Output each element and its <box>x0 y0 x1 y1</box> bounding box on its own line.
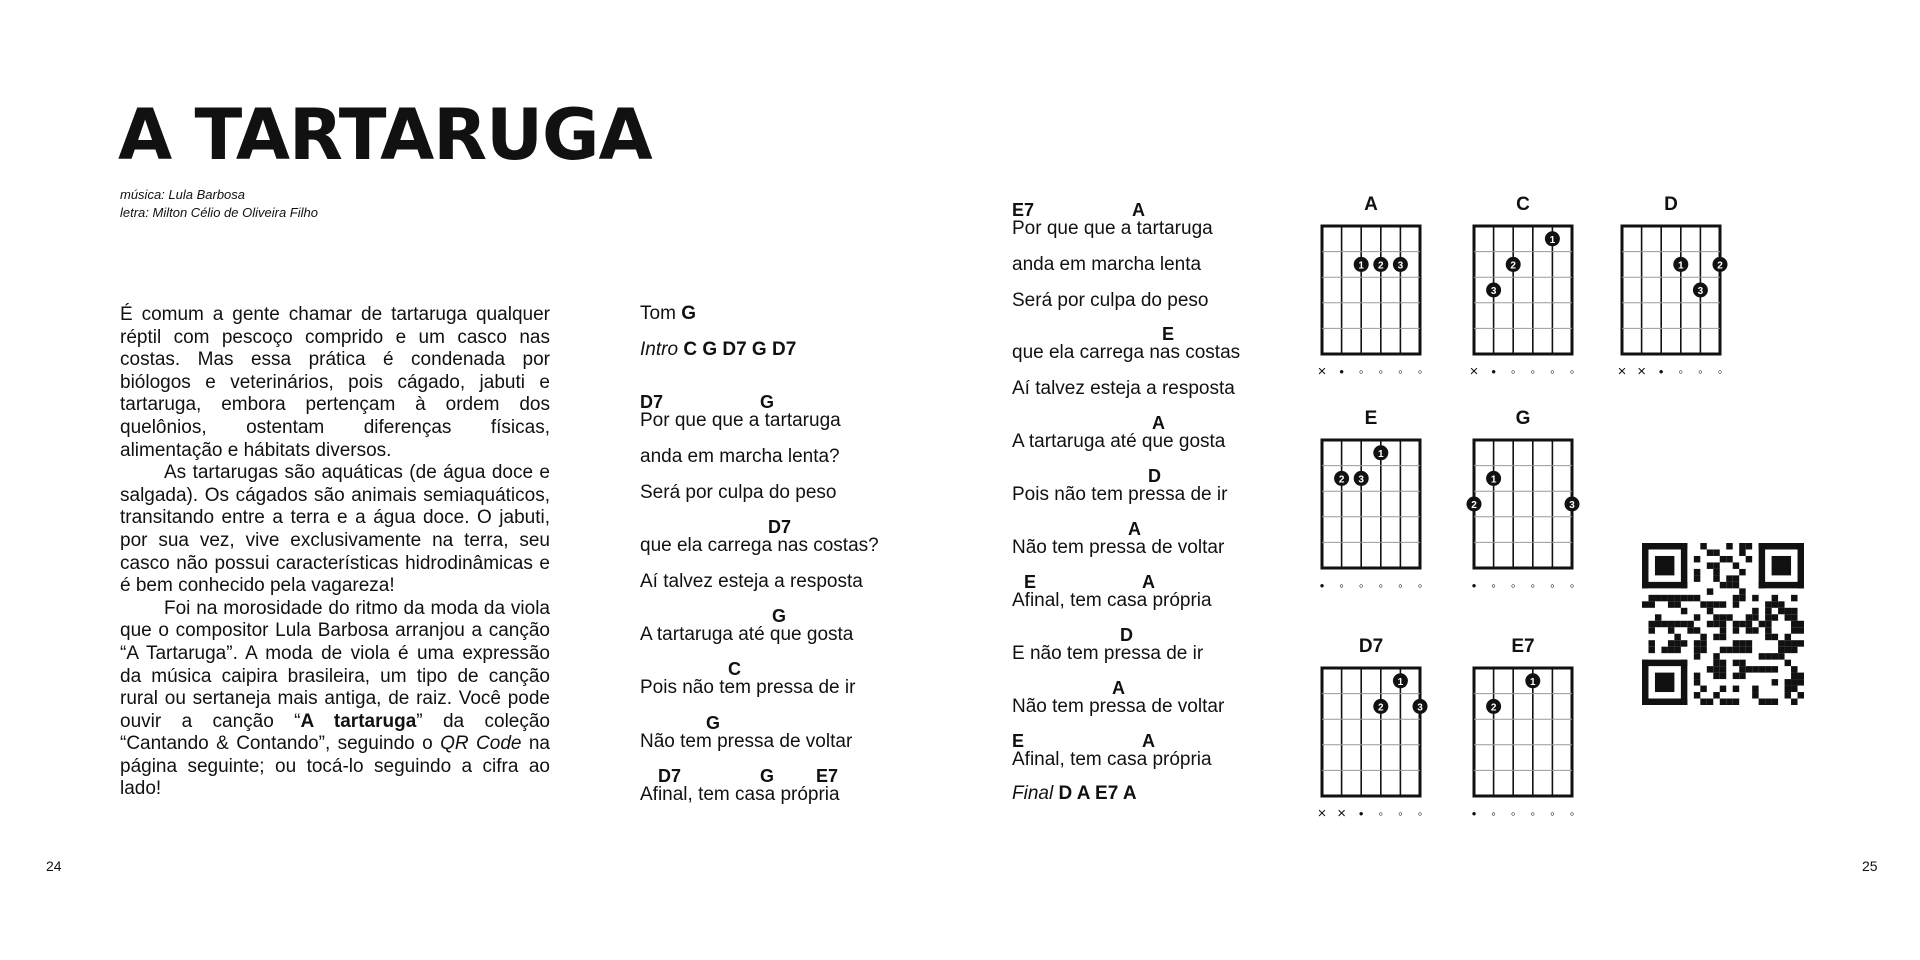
string-marker: ◦ <box>1358 578 1364 593</box>
string-marker: ◦ <box>1530 364 1536 379</box>
chord-label: D7 <box>640 392 664 412</box>
col1-line <box>640 482 836 504</box>
lyric-text: anda em marcha lenta <box>1012 254 1202 275</box>
string-marker: ◦ <box>1417 364 1423 379</box>
chord-label: E7 <box>816 766 839 786</box>
chord-label: D7 <box>658 766 682 786</box>
chord-diagram-d7 <box>1312 664 1430 832</box>
lyric-text: que ela carrega nas costas? <box>640 535 879 556</box>
finger-number: 1 <box>1530 676 1536 688</box>
lyric-text: Aí talvez esteja a resposta <box>640 571 863 592</box>
essay-paragraph-3: Foi na morosidade do ritmo da moda da viola que o compositor Lula Barbosa arranjou a canção “A Tartaruga”. A moda de viola é uma expressão da música caipira brasileira, um tipo de canção rural ou sertaneja mais antiga, de raiz. Você pode ouvir a canção “A tartaruga” da coleção “Cantando & Contando”, seguindo o QR Code na página seguinte; ou tocá-lo seguindo a cifra ao lado! <box>120 597 551 800</box>
finger-number: 3 <box>1397 260 1404 272</box>
string-marker: ◦ <box>1569 578 1575 593</box>
string-marker: ◦ <box>1678 364 1684 379</box>
finger-number: 2 <box>1717 260 1723 272</box>
string-marker: • <box>1471 806 1477 821</box>
col2-line <box>1012 731 1212 771</box>
string-marker: ◦ <box>1717 364 1723 379</box>
string-marker: ◦ <box>1339 578 1344 593</box>
chord-diagram-c <box>1464 222 1582 390</box>
finger-number: 1 <box>1678 260 1684 272</box>
chord-label: A <box>1142 731 1155 751</box>
col1-line <box>640 713 853 753</box>
song-title-reference: A tartaruga <box>300 710 417 732</box>
lyric-text: Não tem pressa de voltar <box>1012 537 1225 558</box>
chord-label: E <box>1162 324 1175 344</box>
col2-line <box>1012 378 1235 400</box>
finger-number: 3 <box>1569 500 1575 511</box>
chord-label: D7 <box>768 517 792 537</box>
col2-line <box>1012 324 1241 364</box>
finger-number: 1 <box>1549 234 1556 246</box>
essay-paragraph-2: As tartarugas são aquáticas (de água doce e salgada). Os cágados são animais semiaquáticos, transitando entre a terra e a água doce. O jabuti, por sua vez, vive exclusivamente na terra, seu casco não possui características hidrodinâmicas e é bem conhecido pela vagareza! <box>120 462 550 597</box>
finger-number: 2 <box>1471 500 1477 511</box>
lyric-text: Será por culpa do peso <box>1012 290 1209 311</box>
col2-line <box>1012 519 1225 559</box>
finger-number: 3 <box>1490 286 1497 297</box>
song-intro: Intro C G D7 G D7 <box>640 339 797 360</box>
music-credit: música: Lula Barbosa <box>120 187 246 202</box>
lyric-text: Por que que a tartaruga <box>640 410 841 431</box>
col1-line <box>640 446 840 468</box>
col2-line <box>1012 625 1204 665</box>
col2-line <box>1012 200 1213 240</box>
string-marker: × <box>1337 805 1346 822</box>
chord-diagram-e7 <box>1464 664 1582 832</box>
chord-label: G <box>760 392 775 412</box>
col1-line <box>640 659 856 699</box>
chord-diagram-g <box>1464 436 1582 604</box>
string-marker: × <box>1617 363 1627 380</box>
lyric-text: Será por culpa do peso <box>640 482 837 503</box>
string-marker: × <box>1317 805 1327 822</box>
col1-line <box>640 571 863 593</box>
finger-number: 1 <box>1378 448 1384 460</box>
string-marker: • <box>1358 806 1364 821</box>
chord-label: G <box>706 713 721 733</box>
col1-line <box>640 392 841 432</box>
lyric-text: Afinal, tem casa própria <box>1012 590 1212 611</box>
lyric-text: anda em marcha lenta? <box>640 446 840 467</box>
col1-line <box>640 766 840 806</box>
chord-diagram-name: C <box>1516 194 1530 215</box>
col2-line <box>1012 290 1208 312</box>
chord-label: E <box>1024 572 1037 592</box>
chord-diagram-name: E <box>1364 408 1378 429</box>
chord-diagram-e <box>1312 436 1430 604</box>
chord-diagram-name: D <box>1664 194 1678 215</box>
string-marker: ◦ <box>1550 806 1555 821</box>
string-marker: • <box>1339 364 1344 379</box>
chord-label: E <box>1012 731 1025 751</box>
chord-label: A <box>1132 200 1145 220</box>
col2-line <box>1012 572 1212 612</box>
chord-diagram-name: D7 <box>1358 636 1384 657</box>
string-marker: ◦ <box>1530 806 1536 821</box>
chord-diagram-name: G <box>1515 408 1531 429</box>
string-marker: ◦ <box>1398 578 1403 593</box>
string-marker: • <box>1658 364 1664 379</box>
string-marker: ◦ <box>1417 806 1423 821</box>
string-marker: × <box>1317 363 1327 380</box>
chord-label: A <box>1152 413 1165 433</box>
string-marker: • <box>1471 578 1477 593</box>
lyric-text: Pois não tem pressa de ir <box>640 677 856 698</box>
string-marker: ◦ <box>1491 806 1496 821</box>
string-marker: × <box>1637 363 1646 380</box>
qr-code-reference: QR Code <box>440 733 522 755</box>
string-marker: ◦ <box>1491 578 1496 593</box>
lyric-text: Por que que a tartaruga <box>1012 218 1213 239</box>
chord-label: G <box>772 606 787 626</box>
string-marker: ◦ <box>1398 364 1403 379</box>
string-marker: ◦ <box>1510 578 1516 593</box>
lyric-text: Afinal, tem casa própria <box>640 784 840 805</box>
string-marker: ◦ <box>1550 364 1555 379</box>
string-marker: ◦ <box>1530 578 1536 593</box>
string-marker: • <box>1319 578 1325 593</box>
lyric-text: Não tem pressa de voltar <box>640 731 853 752</box>
chord-diagram-name: A <box>1364 194 1378 215</box>
lyric-text: Aí talvez esteja a resposta <box>1012 378 1235 399</box>
lyric-text: Não tem pressa de voltar <box>1012 696 1225 717</box>
finger-number: 1 <box>1397 676 1404 688</box>
essay-paragraph-1: É comum a gente chamar de tartaruga qualquer réptil com pescoço comprido e um casco nas costas. Mas essa prática é condenada por biólogos e veterinários, pois cágado, jabuti e tartaruga, embora pertençam à ordem dos quelônios, ostentam diferenças físicas, alimentação e hábitats diversos. <box>120 304 550 461</box>
finger-number: 3 <box>1358 474 1364 486</box>
string-marker: ◦ <box>1550 578 1555 593</box>
lyrics-credit: letra: Milton Célio de Oliveira Filho <box>120 205 318 220</box>
finger-number: 1 <box>1358 260 1364 272</box>
essay-text <box>120 304 550 801</box>
string-marker: ◦ <box>1378 806 1384 821</box>
string-marker: ◦ <box>1417 578 1423 593</box>
string-marker: • <box>1491 364 1496 379</box>
chord-diagram-d <box>1612 222 1730 390</box>
string-marker: ◦ <box>1358 364 1364 379</box>
col1-line <box>640 606 854 646</box>
finger-number: 1 <box>1490 474 1497 486</box>
finger-number: 2 <box>1510 260 1516 272</box>
string-marker: ◦ <box>1378 578 1384 593</box>
string-marker: ◦ <box>1698 364 1703 379</box>
finger-number: 3 <box>1697 286 1704 297</box>
chord-label: D <box>1148 466 1161 486</box>
song-final: Final D A E7 A <box>1012 783 1137 804</box>
string-marker: ◦ <box>1378 364 1384 379</box>
col2-line <box>1012 254 1201 276</box>
chord-label: D <box>1120 625 1133 645</box>
col2-line <box>1012 678 1225 718</box>
lyric-text: A tartaruga até que gosta <box>640 624 854 645</box>
chord-diagram-name: E7 <box>1511 636 1535 657</box>
chord-label: A <box>1142 572 1155 592</box>
chord-label: A <box>1112 678 1125 698</box>
col2-line <box>1012 413 1226 453</box>
finger-number: 2 <box>1378 260 1384 272</box>
finger-number: 3 <box>1417 702 1423 714</box>
lyric-text: que ela carrega nas costas <box>1012 342 1241 363</box>
finger-number: 2 <box>1338 474 1345 486</box>
string-marker: ◦ <box>1569 364 1575 379</box>
lyric-text: A tartaruga até que gosta <box>1012 431 1226 452</box>
chord-diagram-a <box>1312 222 1430 390</box>
chord-label: A <box>1128 519 1141 539</box>
string-marker: ◦ <box>1569 806 1575 821</box>
page-number-right: 25 <box>1862 858 1878 874</box>
lyric-text: Pois não tem pressa de ir <box>1012 484 1228 505</box>
lyric-text: E não tem pressa de ir <box>1012 643 1204 664</box>
string-marker: ◦ <box>1398 806 1403 821</box>
finger-number: 2 <box>1378 702 1384 714</box>
chord-label: G <box>760 766 775 786</box>
chord-label: E7 <box>1012 200 1035 220</box>
lyric-text: Afinal, tem casa própria <box>1012 749 1212 770</box>
col1-line <box>640 517 879 557</box>
string-marker: ◦ <box>1510 364 1516 379</box>
chord-label: C <box>728 659 741 679</box>
col2-line <box>1012 466 1228 506</box>
string-marker: × <box>1469 363 1479 380</box>
qr-code-icon <box>1642 543 1804 705</box>
page-title: A TARTARUGA <box>118 94 652 176</box>
page-number-left: 24 <box>46 858 62 874</box>
song-key: Tom G <box>640 303 696 324</box>
finger-number: 2 <box>1490 702 1497 714</box>
string-marker: ◦ <box>1510 806 1516 821</box>
